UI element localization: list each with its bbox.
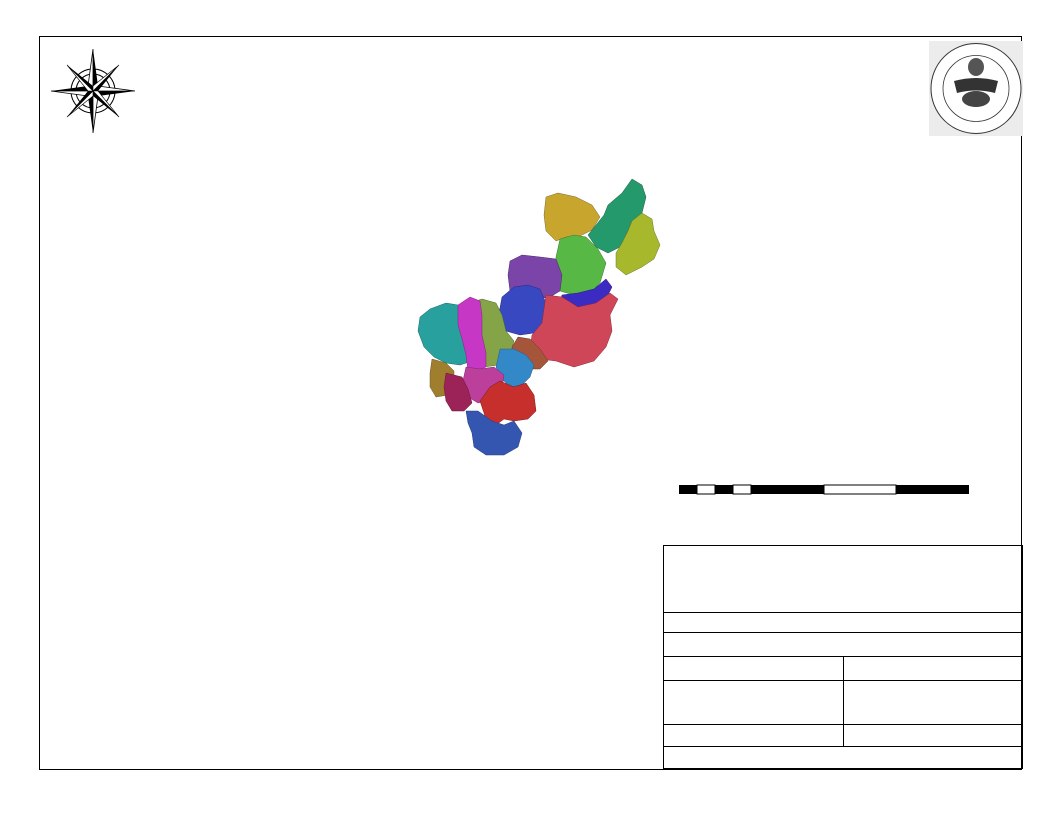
municipality-map: [410, 175, 670, 460]
periodo-value: [664, 747, 1022, 768]
matricula-row: [664, 656, 1022, 680]
docente-value: [844, 681, 1022, 724]
north-arrow-compass-icon: [40, 36, 150, 146]
matricula-label: [664, 657, 844, 680]
faculty-name: [664, 613, 1022, 632]
fecha-value: [844, 725, 1022, 746]
author-name: [664, 633, 1022, 656]
university-seal-logo: [929, 41, 1023, 136]
docente-row: [664, 680, 1022, 724]
scale-bar: [678, 484, 978, 496]
fecha-label: [664, 725, 844, 746]
matricula-value: [844, 657, 1022, 680]
title-block: [663, 545, 1023, 769]
periodo-row: [664, 746, 1022, 768]
faculty-row: [664, 612, 1022, 632]
fecha-row: [664, 724, 1022, 746]
docente-label: [664, 681, 844, 724]
author-row: [664, 632, 1022, 656]
